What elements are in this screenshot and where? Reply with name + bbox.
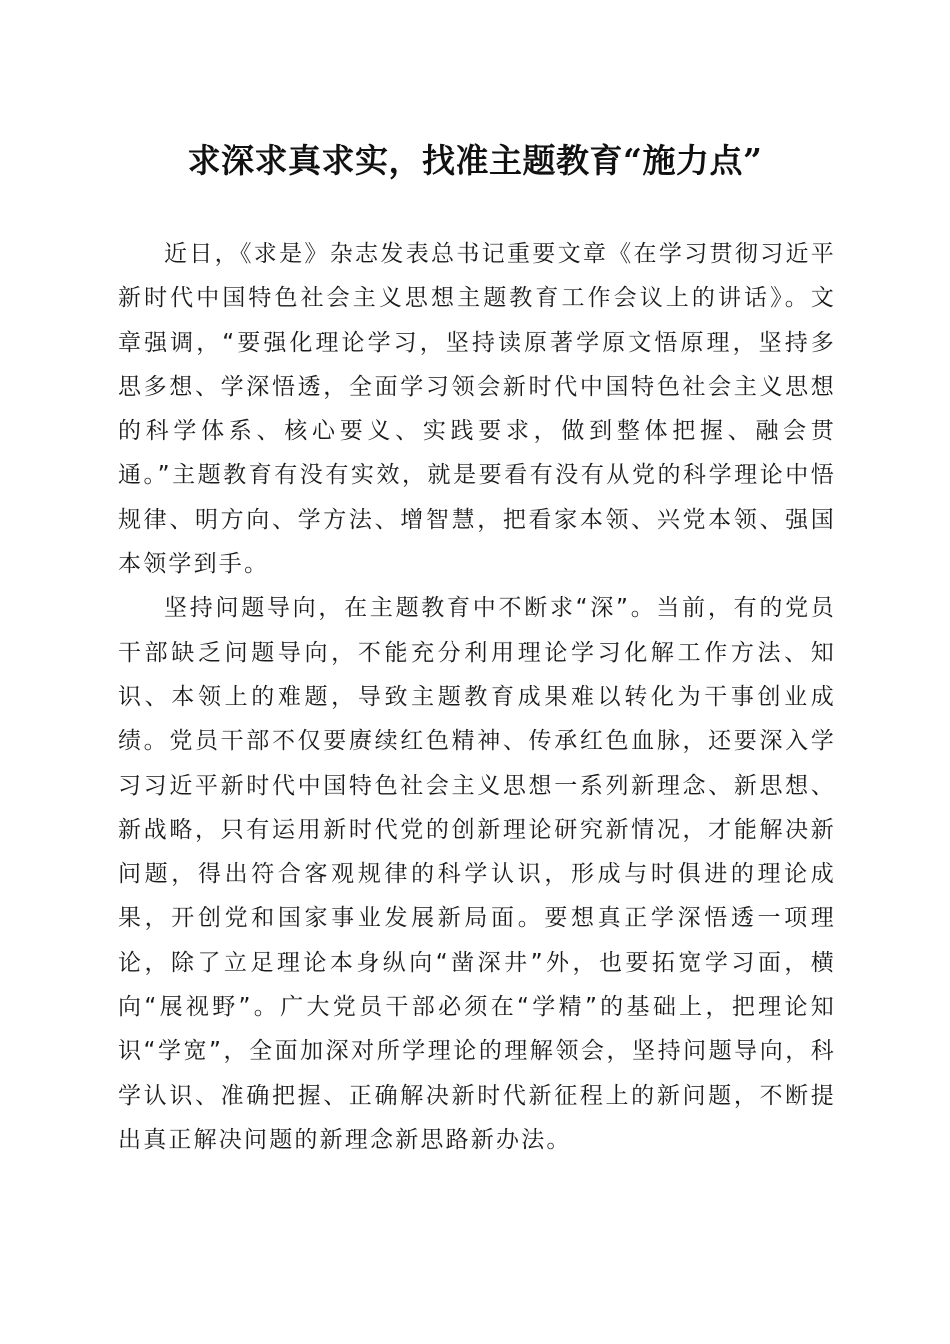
document-title: 求深求真求实，找准主题教育“施力点” — [187, 141, 763, 180]
paragraph-2: 坚持问题导向，在主题教育中不断求“深”。当前，有的党员干部缺乏问题导向，不能充分利用理论学习化解工作方法、知识、本领上的难题，导致主题教育成果难以转化为干事创业成绩。党员干部不仅要赓续红色精神、传承红色血脉，还要深入学习习近平新时代中国特色社会主义思想一系列新理念、新思想、新战略，只有运用新时代党的创新理论研究新情况，才能解决新问题，得出符合客观规律的科学认识，形成与时俱进的理论成果，开创党和国家事业发展新局面。要想真正学深悟透一项理论，除了立足理论本身纵向“凿深井”外，也要拓宽学习面，横向“展视野”。广大党员干部必须在“学精”的基础上，把理论知识“学宽”，全面加深对所学理论的理解领会，坚持问题导向，科学认识、准确把握、正确解决新时代新征程上的新问题，不断提出真正解决问题的新理念新思路新办法。 — [118, 595, 836, 1153]
document-body — [118, 232, 836, 1162]
paragraph-1: 近日，《求是》杂志发表总书记重要文章《在学习贯彻习近平新时代中国特色社会主义思想主题教育工作会议上的讲话》。文章强调，“要强化理论学习，坚持读原著学原文悟原理，坚持多思多想、学深悟透，全面学习领会新时代中国特色社会主义思想的科学体系、核心要义、实践要求，做到整体把握、融会贯通。”主题教育有没有实效，就是要看有没有从党的科学理论中悟规律、明方向、学方法、增智慧，把看家本领、兴党本领、强国本领学到手。 — [118, 241, 836, 578]
